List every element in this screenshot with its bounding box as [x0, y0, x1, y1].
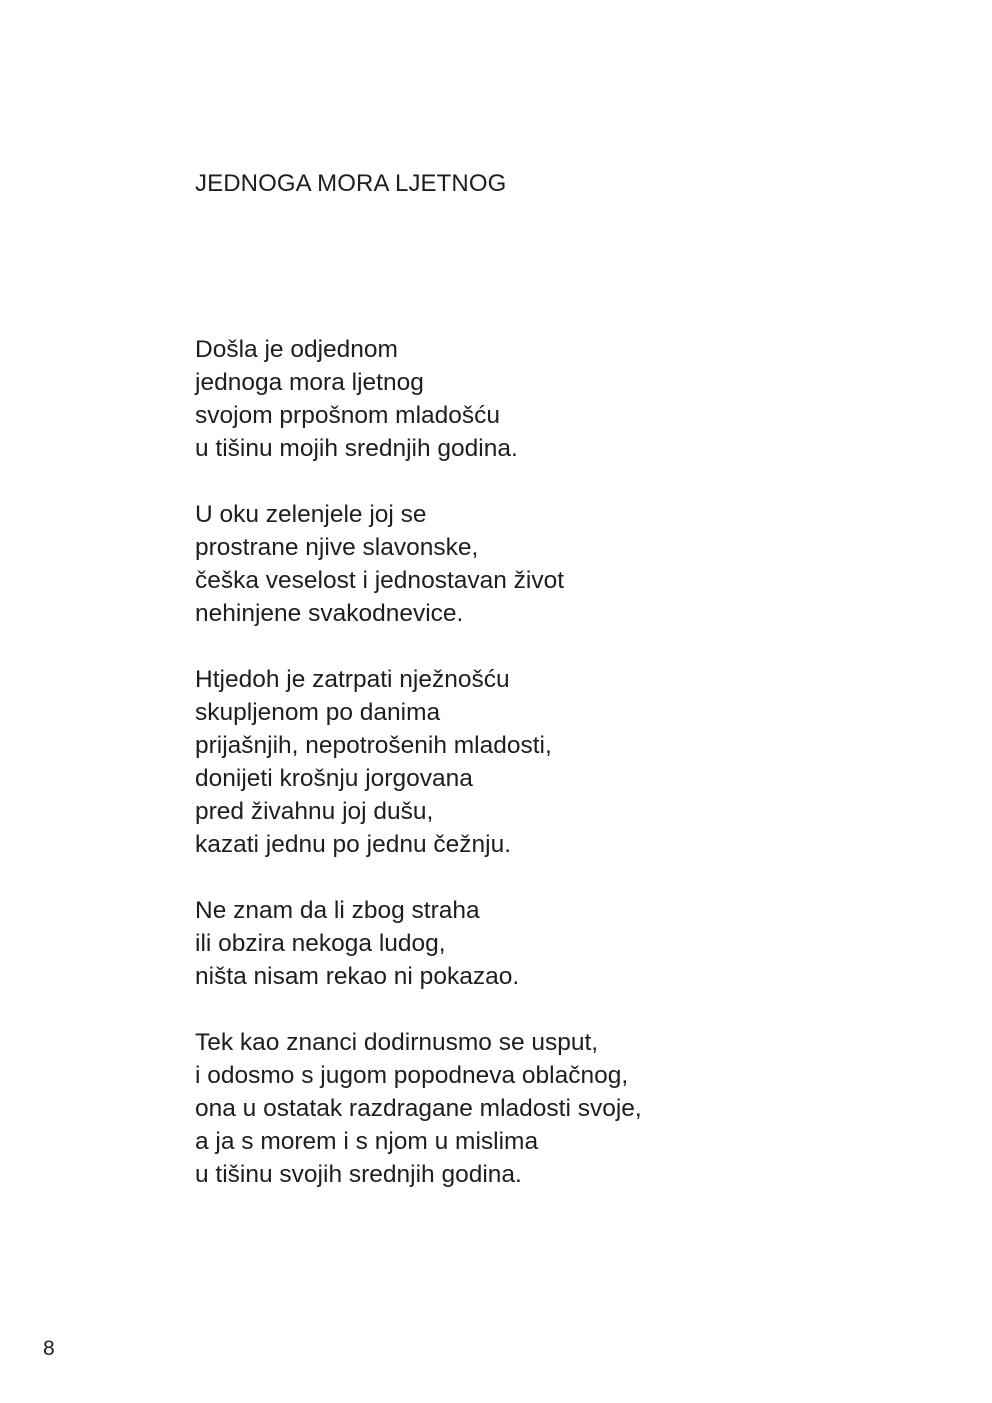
poem-line: pred živahnu joj dušu, — [195, 798, 434, 825]
stanza-3 — [195, 663, 895, 861]
poem-line: ili obzira nekoga ludog, — [195, 930, 446, 957]
poem-line: jednoga mora ljetnog — [195, 369, 424, 396]
poem-line: kazati jednu po jednu čežnju. — [195, 831, 511, 858]
poem-line: skupljenom po danima — [195, 699, 441, 726]
poem-line: a ja s morem i s njom u mislima — [195, 1128, 539, 1155]
poem-line: ništa nisam rekao ni pokazao. — [195, 963, 520, 990]
poem-line: ona u ostatak razdragane mladosti svoje, — [195, 1095, 642, 1122]
poem-line: Tek kao znanci dodirnusmo se usput, — [195, 1029, 599, 1056]
poem-line: Ne znam da li zbog straha — [195, 897, 480, 924]
poem-line: nehinjene svakodnevice. — [195, 600, 464, 627]
poem-line: u tišinu svojih srednjih godina. — [195, 1161, 522, 1188]
stanza-5 — [195, 1026, 895, 1191]
poem-line: prijašnjih, nepotrošenih mladosti, — [195, 732, 552, 759]
page-number: 8 — [43, 1337, 55, 1360]
poem-title: JEDNOGA MORA LJETNOG — [195, 170, 507, 197]
poem-line: i odosmo s jugom popodneva oblačnog, — [195, 1062, 629, 1089]
poem-line: svojom prpošnom mladošću — [195, 402, 501, 429]
poem-line: Došla je odjednom — [195, 336, 398, 363]
poem-line: U oku zelenjele joj se — [195, 501, 427, 528]
poem-line: u tišinu mojih srednjih godina. — [195, 435, 518, 462]
stanza-4 — [195, 894, 895, 993]
stanza-1 — [195, 333, 895, 465]
poem-line: prostrane njive slavonske, — [195, 534, 479, 561]
poem-line: Htjedoh je zatrpati nježnošću — [195, 666, 510, 693]
poem-line: donijeti krošnju jorgovana — [195, 765, 473, 792]
poem-line: češka veselost i jednostavan život — [195, 567, 565, 594]
stanza-2 — [195, 498, 895, 630]
poem-body — [195, 333, 895, 1224]
